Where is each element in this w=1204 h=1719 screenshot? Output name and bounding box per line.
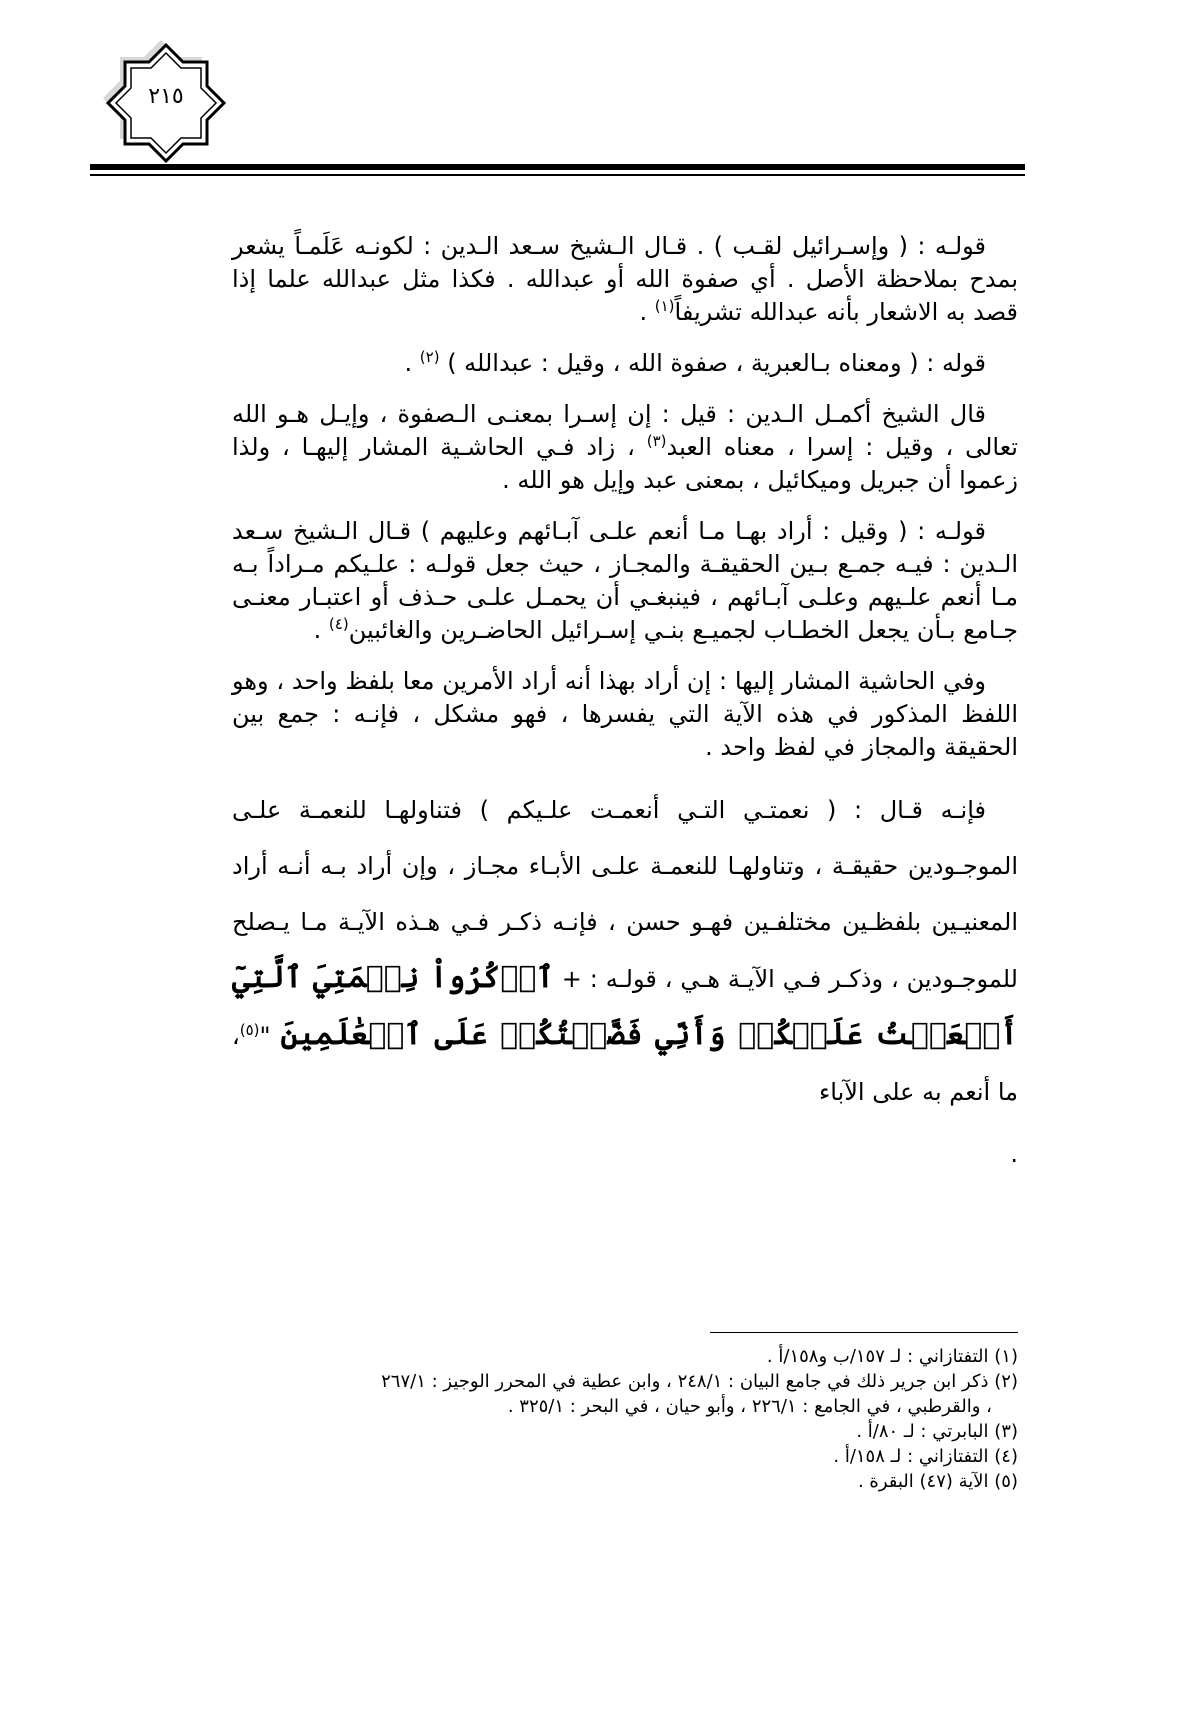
- paragraph-4: [232, 515, 1018, 647]
- paragraph-text: قال الشيخ أكمـل الـدين : قيل : إن إسـرا بمعنـى الـصفوة ، وإيـل هـو الله تعالى ، وقيل : إسرا ، معناه العبد: [232, 400, 1018, 461]
- paragraph-text: وفي الحاشية المشار إليها : إن أراد بهذا أنه أراد الأمرين معا بلفظ واحد ، وهو اللفظ المذكور في هذه الآية التي يفسرها ، فهو مشكل ، فإنـه : جمع بين الحقيقة والمجاز في لفظ واحد .: [232, 667, 1018, 761]
- footnote-2: (٢) ذكر ابن جرير ذلك في جامع البيان : ٢٤٨/١ ، وابن عطية في المحرر الوجيز : ٢٦٧/١: [381, 1371, 1018, 1392]
- quote-mark: ": [259, 1022, 281, 1050]
- paragraph-text-cont: ، ما أنعم به على الآباء: [232, 1022, 1018, 1106]
- paragraph-2: [232, 347, 1018, 380]
- page-number: ٢١٥: [148, 84, 184, 109]
- paragraph-end: .: [313, 616, 329, 644]
- page-number-badge: [88, 38, 244, 168]
- footnote-ref: (١): [654, 297, 675, 315]
- footnote-ref: (٤): [328, 615, 349, 633]
- paragraph-5: [232, 665, 1018, 764]
- paragraph-end: .: [404, 349, 420, 377]
- paragraph-3: [232, 398, 1018, 497]
- header-rule-thin: [90, 174, 1025, 176]
- footnote-1: (١) التفتازاني : لـ ١٥٧/ب و١٥٨/أ .: [766, 1346, 1018, 1367]
- footnote-4: (٤) التفتازاني : لـ ١٥٨/أ .: [833, 1446, 1018, 1467]
- footnote-2-cont: ، والقرطبي ، في الجامع : ٢٢٦/١ ، وأبو حيان ، في البحر : ٣٢٥/١ .: [507, 1396, 992, 1417]
- footnotes: [232, 1344, 1018, 1494]
- footnote-ref: (٢): [419, 348, 440, 366]
- footnote-ref: (٥): [239, 1021, 260, 1039]
- paragraph-end: .: [639, 298, 655, 326]
- paragraph-text: قوله : ( ومعناه بـالعبرية ، صفوة الله ، وقيل : عبدالله ): [439, 349, 986, 377]
- footnote-5: (٥) الآية (٤٧) البقرة .: [857, 1471, 1018, 1492]
- trailing-mark: .: [1010, 1140, 1018, 1168]
- paragraph-6: [232, 782, 1018, 1120]
- paragraph-text: قولـه : ( وإسـرائيل لقـب ) . قـال الـشيخ سـعد الـدين : لكونـه عَلَمـاً يشعر بمدح بملاحظة الأصل . أي صفوة الله أو عبدالله . فكذا مثل عبدالله علما إذا قصد به الاشعار بأنه عبدالله تشريفاً: [232, 232, 1018, 326]
- footnote-ref: (٣): [646, 432, 667, 450]
- main-text: [232, 230, 1018, 1189]
- paragraph-text: فإنـه قـال : ( نعمتـي التـي أنعمـت علـيكم ) فتناولهـا للنعمـة علـى الموجـودين حقيقـة ، وتناولهـا للنعمـة علـى الأبـاء مجـاز ، وإن أراد بـه أنـه أراد المعنيـين بلفظـين مختلفـين فهـو حسن ، فإنـه ذكـر فـي هـذه الآيـة مـا يـصلح للموجـودين ، وذكـر فـي الآيـة هـي ، قولـه : +: [232, 796, 1018, 993]
- paragraph-text-cont: ، زاد فـي الحاشـية المشار إليهـا ، ولذا زعموا أن جبريل وميكائيل ، بمعنى عبد وإيل هو الله .: [232, 433, 1018, 494]
- paragraph-1: [232, 230, 1018, 329]
- header-rule: [90, 164, 1025, 170]
- footnote-separator: [710, 1332, 1018, 1333]
- quran-verse: ٱذۡكُرُواْ نِعۡمَتِيَ ٱلَّتِيٓ أَنۡعَمۡتُ عَلَيۡكُمۡ وَأَنِّي فَضَّلۡتُكُمۡ عَلَى ٱلۡعَٰلَمِينَ: [232, 960, 1019, 1052]
- paragraph-text: قولـه : ( وقيل : أراد بهـا مـا أنعم علـى آبـائهم وعليهم ) قـال الـشيخ سـعد الـدين : فيـه جمـع بـين الحقيقـة والمجـاز ، حيث جعل قولـه : علـيكم مـراداً بـه مـا أنعم علـيهم وعلـى آبـائهم ، فينبغـي أن يحمـل علـى حـذف أو اعتبـار معنـى جـامع بـأن يجعل الخطـاب لجميـع بنـي إسـرائيل الحاضـرين والغائبين: [232, 517, 1018, 644]
- footnote-3: (٣) البابرتي : لـ ٨٠/أ .: [856, 1421, 1018, 1442]
